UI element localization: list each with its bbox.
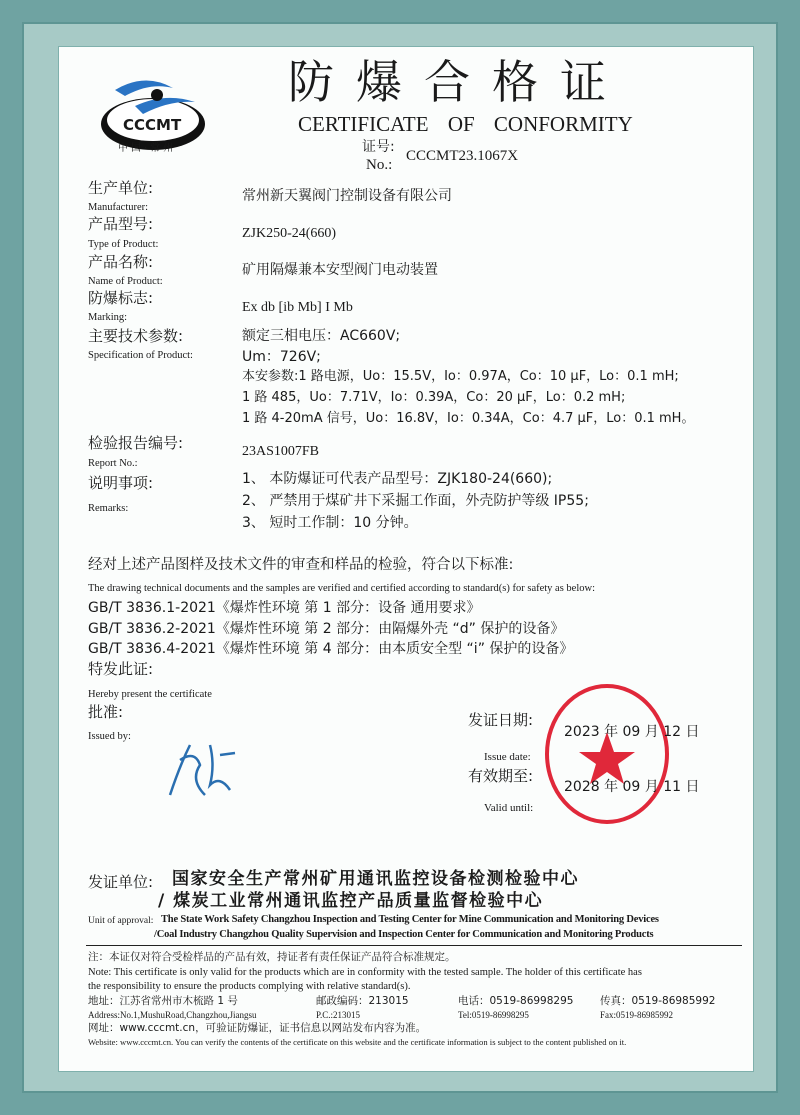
remarks-label: 说明事项:: [88, 474, 154, 492]
spec-line: Um：726V;: [242, 349, 321, 365]
standard-item: GB/T 3836.4-2021《爆炸性环境 第 4 部分：由本质安全型 “i” 保护的设备》: [88, 641, 574, 657]
spec-line: 1 路 4-20mA 信号，Uo：16.8V，Io：0.34A，Co：4.7 μF，Lo：0.1 mH。: [242, 411, 695, 426]
footer-divider: [86, 945, 742, 946]
manufacturer-label: 生产单位:: [88, 179, 154, 197]
spec-line: 额定三相电压：AC660V;: [242, 328, 401, 344]
unit-label: 发证单位:: [88, 873, 154, 891]
spec-line: 本安参数:1 路电源，Uo：15.5V，Io：0.97A，Co：10 μF，Lo：0.1 mH;: [242, 369, 679, 384]
remark-item: 1、 本防爆证可代表产品型号：ZJK180-24(660);: [242, 471, 553, 487]
name-label: 产品名称:: [88, 253, 154, 271]
page-title: 防爆合格证: [288, 55, 628, 109]
website-en: Website: www.cccmt.cn. You can verify the contents of the certificate on this website and the certificate information is subject to the content published on it.: [88, 1037, 627, 1047]
approve-label-en: Issued by:: [88, 731, 131, 742]
type-label: 产品型号:: [88, 215, 154, 233]
spec-label: 主要技术参数:: [88, 327, 184, 345]
report-label-en: Report No.:: [88, 458, 138, 469]
website-zh: 网址：www.cccmt.cn，可验证防爆证，证书信息以网站发布内容为准。: [88, 1022, 427, 1034]
issue-date: 2023 年 09 月 12 日: [564, 724, 700, 740]
present-label-en: Hereby present the certificate: [88, 689, 212, 700]
name-label-en: Name of Product:: [88, 276, 163, 287]
tel-en: Tel:0519-86998295: [458, 1010, 529, 1020]
remark-item: 2、 严禁用于煤矿井下采掘工作面，外壳防护等级 IP55;: [242, 493, 589, 509]
unit-zh-1: 国家安全生产常州矿用通讯监控设备检测检验中心: [172, 869, 579, 889]
unit-zh-2: / 煤炭工业常州通讯监控产品质量监督检验中心: [158, 891, 544, 911]
note-en-2: the responsibility to ensure the products complying with relative standard(s).: [88, 981, 411, 992]
note-zh: 注：本证仅对符合受检样品的产品有效，持证者有责任保证产品符合标准规定。: [88, 951, 456, 963]
unit-en-2: /Coal Industry Changzhou Quality Supervision and Inspection Center for Communication and Monitoring Products: [154, 929, 654, 940]
title-en: CERTIFICATE OF CONFORMITY: [298, 112, 633, 136]
tel-zh: 电话：0519-86998295: [458, 995, 574, 1007]
official-seal: [542, 682, 672, 827]
approve-label: 批准:: [88, 703, 124, 721]
standards-intro: 经对上述产品图样及技术文件的审查和样品的检验，符合以下标准:: [88, 557, 514, 573]
unit-en-1: The State Work Safety Changzhou Inspection and Testing Center for Mine Communication and Monitoring Devices: [161, 914, 659, 925]
valid-until-label: 有效期至:: [468, 767, 534, 785]
fax-en: Fax:0519-86985992: [600, 1010, 673, 1020]
remark-item: 3、 短时工作制：10 分钟。: [242, 515, 418, 531]
manufacturer-value: 常州新天翼阀门控制设备有限公司: [242, 188, 452, 204]
cert-no-label-zh: 证号:: [362, 139, 395, 155]
fax-zh: 传真：0519-86985992: [600, 995, 716, 1007]
present-label: 特发此证:: [88, 660, 154, 678]
valid-until-date: 2028 年 09 月 11 日: [564, 779, 700, 795]
postcode-en: P.C.:213015: [316, 1010, 361, 1020]
cert-number: CCCMT23.1067X: [406, 148, 519, 164]
report-value: 23AS1007FB: [242, 444, 320, 459]
logo-text: CCCMT: [123, 116, 182, 134]
signature: [160, 725, 250, 805]
issue-date-label: 发证日期:: [468, 711, 534, 729]
address-zh: 地址：江苏省常州市木梳路 1 号: [88, 995, 238, 1007]
note-en-1: Note: This certificate is only valid for the products which are in conformity with the tested sample. The holder of this certificate has: [88, 967, 642, 978]
issue-date-label-en: Issue date:: [484, 751, 531, 763]
postcode-zh: 邮政编码：213015: [316, 995, 409, 1007]
name-value: 矿用隔爆兼本安型阀门电动装置: [242, 262, 438, 278]
spec-line: 1 路 485，Uo：7.71V，Io：0.39A，Co：20 μF，Lo：0.2 mH;: [242, 390, 626, 405]
marking-label: 防爆标志:: [88, 289, 154, 307]
marking-label-en: Marking:: [88, 312, 128, 323]
cccmt-logo: [95, 62, 215, 152]
valid-until-label-en: Valid until:: [484, 802, 534, 814]
logo-subtitle: 中国·常州: [118, 143, 177, 154]
cert-no-label-en: No.:: [366, 157, 393, 173]
marking-value: Ex db [ib Mb] I Mb: [242, 300, 353, 315]
remarks-label-en: Remarks:: [88, 503, 129, 514]
type-value: ZJK250-24(660): [242, 226, 337, 241]
spec-label-en: Specification of Product:: [88, 350, 193, 361]
unit-label-en: Unit of approval:: [88, 916, 154, 926]
standard-item: GB/T 3836.2-2021《爆炸性环境 第 2 部分：由隔爆外壳 “d” 保护的设备》: [88, 621, 565, 637]
address-en: Address:No.1,MushuRoad,Changzhou,Jiangsu: [88, 1010, 257, 1020]
standard-item: GB/T 3836.1-2021《爆炸性环境 第 1 部分：设备 通用要求》: [88, 600, 481, 616]
standards-intro-en: The drawing technical documents and the samples are verified and certified according to standard(s) for safety as below:: [88, 583, 596, 594]
manufacturer-label-en: Manufacturer:: [88, 202, 149, 213]
report-label: 检验报告编号:: [88, 434, 184, 452]
type-label-en: Type of Product:: [88, 239, 159, 250]
